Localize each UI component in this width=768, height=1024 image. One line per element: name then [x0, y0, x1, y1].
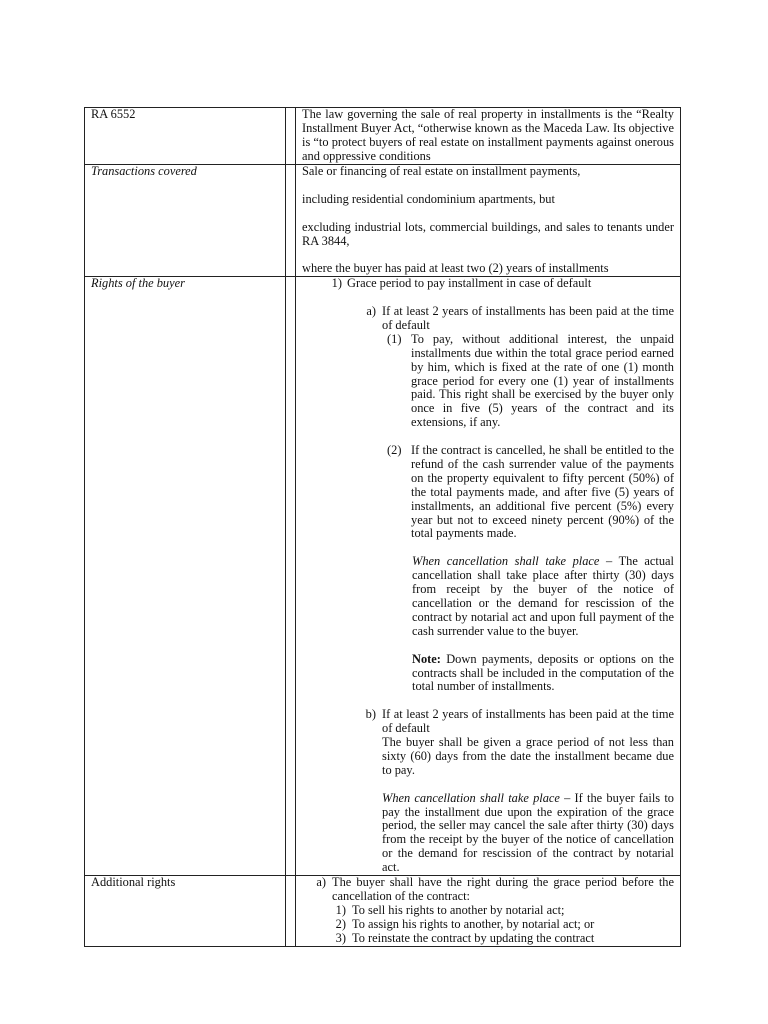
row-content	[296, 277, 681, 876]
row-label: RA 6552	[85, 108, 286, 165]
list-item: a) If at least 2 years of installments has been paid at the time of default	[366, 304, 674, 332]
paragraph: where the buyer has paid at least two (2) years of installments	[302, 261, 609, 276]
list-item: 3) To reinstate the contract by updating the contract	[335, 930, 595, 945]
spacer-cell	[286, 876, 296, 947]
row-content	[296, 876, 681, 947]
table-row	[85, 108, 681, 165]
list-item: (1) To pay, without additional interest, the unpaid installments due within the total grace period earned by him, which is fixed at the rate of one (1) month grace period for every one (1) year of installments paid. This right shall be exercised by the buyer only once in five (5) years of the contract and its extensions, if any.	[387, 331, 674, 430]
paragraph: The buyer shall be given a grace period of not less than sixty (60) days from the date the installment became due to pay.	[382, 735, 674, 777]
paragraph: excluding industrial lots, commercial buildings, and sales to tenants under RA 3844,	[302, 219, 674, 248]
list-item: 1) Grace period to pay installment in case of default	[331, 276, 592, 291]
table-row	[85, 876, 681, 947]
spacer-cell	[286, 108, 296, 165]
law-summary-table	[84, 107, 681, 947]
paragraph: When cancellation shall take place – If the buyer fails to pay the installment due upon the expiration of the grace period, the seller may cancel the sale after thirty (30) days from the receipt by the buyer of the notice of cancellation or the demand for rescission of the contract by notarial act.	[382, 790, 674, 875]
row-label: Additional rights	[85, 876, 286, 947]
spacer-cell	[286, 277, 296, 876]
paragraph: When cancellation shall take place – The actual cancellation shall take place after thirty (30) days from receipt by the buyer of the notice of cancellation or the demand for rescission of the contract by notarial act and upon full payment of the cash surrender value to the buyer.	[412, 554, 674, 638]
spacer-cell	[286, 165, 296, 277]
list-item: b) If at least 2 years of installments has been paid at the time of default	[365, 707, 674, 736]
list-item: (2) If the contract is cancelled, he shall be entitled to the refund of the cash surrender value of the payments on the property equivalent to fifty percent (50%) of the total payments made, and after five (5) years of installments, an additional five percent (5%) every year but not to exceed ninety percent (90%) of the total payments made.	[387, 443, 674, 541]
list-item: a) The buyer shall have the right during the grace period before the cancellation of the contract:	[316, 875, 674, 903]
paragraph: Sale or financing of real estate on installment payments,	[302, 164, 581, 178]
row-content: The law governing the sale of real property in installments is the “Realty Installment Buyer Act, “otherwise known as the Maceda Law. Its objective is “to protect buyers of real estate on installment payments against onerous and oppressive conditions	[296, 108, 681, 165]
table-row	[85, 165, 681, 277]
row-content	[296, 165, 681, 277]
table-row	[85, 277, 681, 876]
row-label: Transactions covered	[85, 165, 286, 277]
paragraph: including residential condominium apartments, but	[302, 191, 555, 206]
list-item: 1) To sell his rights to another by notarial act;	[335, 902, 565, 917]
list-item: 2) To assign his rights to another, by notarial act; or	[335, 916, 595, 931]
paragraph: Note: Down payments, deposits or options on the contracts shall be included in the computation of the total number of installments.	[412, 651, 674, 694]
row-label: Rights of the buyer	[85, 277, 286, 876]
